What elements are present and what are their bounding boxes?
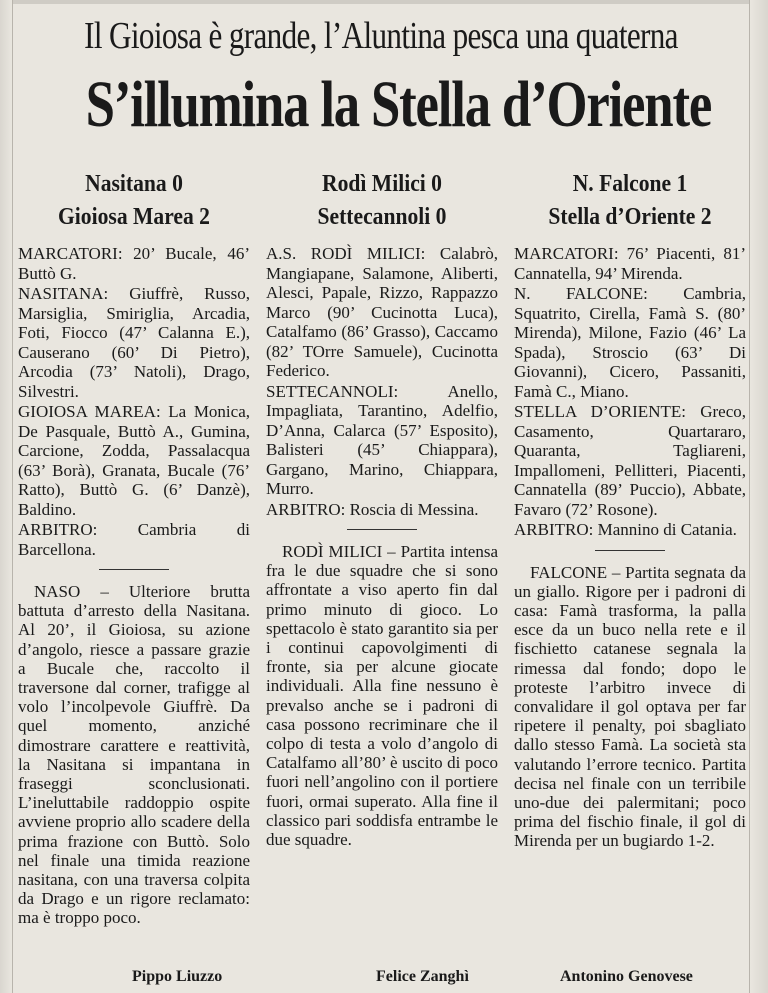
away-lineup: SETTECANNOLI: Anello, Impagliata, Tarantino, Adelfio, D’Anna, Calarca (57’ Esposito), Balisteri (45’ Chiappara), Gargano, Marino, Chiappara, Murro. [266, 381, 498, 498]
match-column-1 [18, 168, 250, 928]
match-score-title [514, 168, 746, 234]
byline-author: Felice Zanghì [376, 968, 469, 985]
byline-author: Antonino Genovese [560, 968, 693, 985]
kicker-headline: Il Gioiosa è grande, l’Aluntina pesca una quaterna [84, 15, 678, 57]
referee-line: ARBITRO: Cambria di Barcellona. [18, 520, 250, 559]
home-team-score: Nasitana 0 [85, 171, 183, 197]
scorers-line: MARCATORI: 20’ Bucale, 46’ Buttò G. [18, 244, 250, 283]
match-column-3 [514, 168, 746, 851]
adjacent-column-left-edge [0, 0, 13, 993]
match-report: FALCONE – Partita segnata da un giallo. Rigore per i padroni di casa: Famà trasforma, la palla esce da un buco nella rete e il fischietto catanese segnala la rimessa dal fondo; dopo le proteste l’arbitro invece di convalidare il gol optava per far ripetere il penalty, poi sbagliato dallo stesso Famà. La società sta valutando l’errore tecnico. Partita decisa nel finale con un terribile uno-due dei palermitani; poco prima del fischio finale, il gol di Mirenda per un bugiardo 1-2. [514, 562, 746, 851]
match-report: NASO – Ulteriore brutta battuta d’arresto della Nasitana. Al 20’, il Gioiosa, su azione d’angolo, riesce a passare grazie a Bucale che, raccolto il traversone dal corner, trafigge al volo l’incolpevole Giuffrè. Da quel momento, anziché dimostrare carattere e reattività, la Nasitana si impantana in fraseggi sconclusionati. L’ineluttabile raddoppio ospite avviene proprio allo scadere della prima frazione con Buttò. Solo nel finale una timida reazione nasitana, con una traversa colpita da Drago e un rigore reclamato: ma è troppo poco. [18, 582, 250, 928]
away-team-score: Gioiosa Marea 2 [58, 204, 210, 230]
match-score-title [18, 168, 250, 234]
page-top-edge [0, 0, 768, 4]
home-team-score: N. Falcone 1 [572, 171, 688, 197]
away-team-score: Stella d’Oriente 2 [548, 204, 712, 230]
match-report: RODÌ MILICI – Partita intensa fra le due squadre che si sono affrontate a viso aperto fin dal primo minuto di gioco. Lo spettacolo è stato garantito sia per i continui capovolgimenti di fronte, sia per alcune giocate individuali. Alla fine nessuno è prevalso anche se i padroni di casa possono recriminare che il colpo di testa a volo d’angolo di Catalfamo all’80’ è uscito di poco fuori nell’angolino con il portiere fuori, ormai superato. Alla fine il classico pari soddisfa entrambe le due squadre. [266, 542, 498, 850]
byline-author: Pippo Liuzzo [132, 968, 223, 985]
away-lineup: GIOIOSA MAREA: La Monica, De Pasquale, Buttò A., Gumina, Carcione, Zodda, Passalacqua (63’ Borà), Granata, Bucale (76’ Ratto), Buttò G. (6’ Danzè), Baldino. [18, 402, 250, 519]
referee-line: ARBITRO: Roscia di Messina. [266, 499, 479, 519]
home-team-score: Rodì Milici 0 [321, 171, 442, 197]
away-team-score: Settecannoli 0 [317, 204, 447, 230]
separator-rule [595, 550, 665, 551]
away-lineup: STELLA D’ORIENTE: Greco, Casamento, Quartararo, Quaranta, Tagliareni, Impallomeni, Pellitteri, Piacenti, Cannatella (89’ Puccio), Abbate, Favaro (72’ Rosone). [514, 402, 746, 519]
separator-rule [347, 529, 417, 530]
home-lineup: A.S. RODÌ MILICI: Calabrò, Mangiapane, Salamone, Aliberti, Alesci, Papale, Rizzo, Rappazzo Marco (90’ Cucinotta Luca), Catalfamo (86’ Grasso), Caccamo (82’ TOrre Samuele), Cucinotta Federico. [266, 244, 498, 380]
match-column-2 [266, 168, 498, 849]
home-lineup: NASITANA: Giuffrè, Russo, Marsiglia, Smiriglia, Arcadia, Foti, Fiocco (47’ Calanna E.), Causerano (60’ Di Pietro), Arcodia (73’ Natoli), Drago, Silvestri. [18, 284, 250, 401]
scorers-line: MARCATORI: 76’ Piacenti, 81’ Cannatella, 94’ Mirenda. [514, 244, 746, 283]
match-score-title [266, 168, 498, 234]
referee-line: ARBITRO: Mannino di Catania. [514, 520, 737, 539]
home-lineup: N. FALCONE: Cambria, Squatrito, Cirella, Famà S. (80’ Mirenda), Milone, Fazio (46’ La Spada), Stroscio (63’ Di Giovanni), Cicero, Passaniti, Famà C., Miano. [514, 284, 746, 401]
adjacent-column-right-edge [749, 0, 768, 993]
main-headline: S’illumina la Stella d’Oriente [85, 68, 712, 141]
separator-rule [99, 569, 169, 570]
